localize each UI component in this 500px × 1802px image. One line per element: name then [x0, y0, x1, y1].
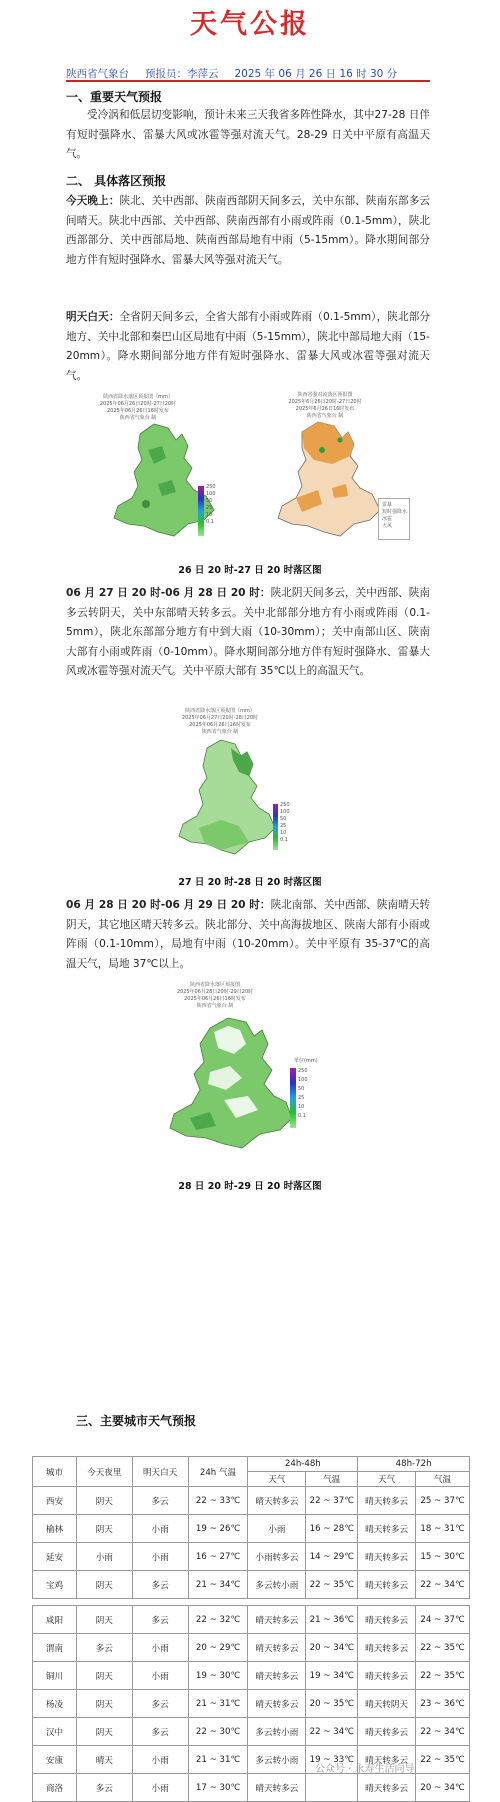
table-cell: 西安 [33, 1487, 77, 1515]
table-cell: 晴天转多云 [358, 1515, 416, 1543]
watermark: 公众号 · 永寿生活向导 [315, 1764, 415, 1775]
table-cell: 阴天 [76, 1662, 132, 1690]
table-cell: 16 ~ 28℃ [306, 1515, 358, 1543]
table-cell: 多云 [132, 1571, 188, 1599]
table-cell: 小雨 [132, 1515, 188, 1543]
table-cell: 21 ~ 34℃ [188, 1571, 248, 1599]
section-heading-2: 二、 具体落区预报 [66, 174, 167, 188]
table-cell: 晴天转多云 [358, 1487, 416, 1515]
table-cell: 19 ~ 34℃ [306, 1662, 358, 1690]
table-row [33, 1690, 470, 1718]
table-cell: 汉中 [33, 1718, 77, 1746]
table-cell: 19 ~ 30℃ [188, 1662, 248, 1690]
table-cell: 多云 [132, 1690, 188, 1718]
table-cell: 小雨 [248, 1515, 306, 1543]
table-cell: 18 ~ 31℃ [416, 1515, 470, 1543]
table-row [33, 1515, 470, 1543]
table-row [33, 1606, 470, 1634]
table-cell: 晴天转多云 [248, 1487, 306, 1515]
table-cell: 24 ~ 37℃ [416, 1606, 470, 1634]
col-tonight: 今天夜里 [76, 1457, 132, 1487]
precipitation-map-3 [150, 982, 340, 1170]
precipitation-map-2 [165, 708, 315, 868]
tomorrow-label: 明天白天： [66, 311, 120, 323]
map-1-2-caption: 26 日 20 时-27 日 20 时落区图 [178, 565, 322, 576]
table-cell: 晴天转多云 [358, 1543, 416, 1571]
header-rule [66, 80, 430, 82]
section-heading-3: 三、主要城市天气预报 [76, 1414, 197, 1428]
table-cell: 阴天 [76, 1515, 132, 1543]
period-3-text: 陕北南部、关中西部、陕南晴天转阴天，其它地区晴天转多云。陕北部分、关中高海拔地区、陕南大部有小雨或阵雨（0.1-10mm），局地有中雨（10-20mm）。关中平原有 35-37℃的高温天气，局地 37℃以上。 [66, 899, 431, 970]
map-2-caption: 陕西省强对流落区预报图 2025年6月26日20时-27日20时 2025年6月26日16时发布 陕西省气象台 制 [288, 392, 362, 419]
table-cell: 多云转小雨 [248, 1571, 306, 1599]
table-cell: 21 ~ 36℃ [306, 1606, 358, 1634]
table-cell: 21 ~ 31℃ [188, 1746, 248, 1774]
table-row [33, 1774, 470, 1802]
table-row [33, 1571, 470, 1599]
table-cell: 多云 [132, 1487, 188, 1515]
table-cell: 多云 [76, 1774, 132, 1802]
period-3-label: 06 月 28 日 20 时-06 月 29 日 20 时： [66, 899, 271, 911]
period-3-forecast [66, 896, 430, 974]
table-cell: 多云 [132, 1718, 188, 1746]
tonight-text: 陕北、关中西部、陕南西部阴天间多云，关中东部、陕南东部多云间晴天。陕北中西部、关中西部、陕南西部有小雨或阵雨（0.1-5mm），陕北西部部分、关中西部局地、陕南西部局地有中雨（5-15mm）。降水期间部分地方伴有短时强降水、雷暴大风等强对流天气。 [66, 195, 430, 266]
col-24-48h: 24h-48h [248, 1457, 358, 1472]
table-cell: 小雨 [132, 1662, 188, 1690]
table-cell: 20 ~ 29℃ [188, 1634, 248, 1662]
table-cell: 多云转小雨 [248, 1746, 306, 1774]
table-cell: 阴天 [76, 1718, 132, 1746]
table-cell: 14 ~ 29℃ [306, 1543, 358, 1571]
table-cell: 20 ~ 34℃ [306, 1634, 358, 1662]
table-cell: 晴天转多云 [248, 1662, 306, 1690]
table-cell: 小雨 [132, 1634, 188, 1662]
table-cell: 19 ~ 26℃ [188, 1515, 248, 1543]
issuer: 陕西省气象台 [66, 68, 129, 80]
table-cell: 22 ~ 33℃ [188, 1487, 248, 1515]
page-title: 天气公报 [190, 9, 310, 40]
table-cell: 阴天 [76, 1571, 132, 1599]
table-cell: 多云 [76, 1634, 132, 1662]
forecaster: 预报员：李萍云 [145, 68, 219, 80]
table-cell: 晴天转多云 [358, 1718, 416, 1746]
tomorrow-forecast [66, 308, 430, 386]
table-cell: 晴天转多云 [358, 1634, 416, 1662]
table-row [33, 1662, 470, 1690]
table-cell: 25 ~ 37℃ [416, 1487, 470, 1515]
table-cell: 20 ~ 34℃ [416, 1774, 470, 1802]
table-cell: 阴天 [76, 1690, 132, 1718]
table-cell: 23 ~ 36℃ [416, 1690, 470, 1718]
precipitation-map-1 [88, 394, 258, 554]
table-cell: 22 ~ 32℃ [188, 1606, 248, 1634]
table-cell: 22 ~ 35℃ [416, 1746, 470, 1774]
table-cell: 22 ~ 35℃ [416, 1662, 470, 1690]
table-cell: 咸阳 [33, 1606, 77, 1634]
table-cell: 22 ~ 34℃ [306, 1718, 358, 1746]
map-4-caption: 陕西省降水落区预报图 2025年06月28日20时-29日20时 2025年06月26日16时发布 陕西省气象台 制 [176, 982, 254, 1009]
table-cell: 22 ~ 35℃ [306, 1571, 358, 1599]
table-cell: 小雨 [132, 1774, 188, 1802]
table-cell: 延安 [33, 1543, 77, 1571]
table-cell: 22 ~ 30℃ [188, 1718, 248, 1746]
table-cell: 小雨转多云 [248, 1543, 306, 1571]
issue-time: 2025 年 06 月 26 日 16 时 30 分 [234, 68, 398, 80]
table-row [33, 1634, 470, 1662]
table-row [33, 1487, 470, 1515]
map-4-legend-bar [290, 1068, 296, 1128]
map-4-legend-title: 单位(mm) [294, 1058, 318, 1064]
col-48-72h: 48h-72h [358, 1457, 470, 1472]
table-row [33, 1718, 470, 1746]
subcol-temp: 气温 [416, 1472, 470, 1487]
map-3-legend-bar [273, 804, 278, 850]
table-cell: 多云转小雨 [248, 1718, 306, 1746]
table-cell: 晴天转多云 [248, 1606, 306, 1634]
table-cell: 渭南 [33, 1634, 77, 1662]
table-cell [306, 1774, 358, 1802]
map-1-legend: 250 100 50 25 10 0.1 [206, 484, 216, 525]
table-cell: 晴天转阴天 [358, 1690, 416, 1718]
table-cell: 小雨 [132, 1543, 188, 1571]
table-cell: 多云 [132, 1606, 188, 1634]
map-3-caption-title: 27 日 20 时-28 日 20 时落区图 [178, 877, 322, 888]
period-2-text: 陕北阴天间多云，关中西部、陕南多云转阴天，关中东部晴天转多云。关中北部部分地方有小雨或阵雨（0.1-5mm），陕北东部部分地方有中到大雨（10-30mm）；关中南部山区、陕南大部有小雨或阵雨（0-10mm）。降水期间部分地方伴有短时强降水、雷暴大风或冰雹等强对流天气。关中平原大部有 35℃以上的高温天气。 [66, 587, 431, 677]
tomorrow-text: 全省阴天间多云，全省大部有小雨或阵雨（0.1-5mm），陕北部分地方、关中北部和秦巴山区局地有中雨（5-15mm），陕北中部局地大雨（15-20mm）。降水期间部分地方伴有短时强降水、雷暴大风或冰雹等强对流天气。 [66, 311, 431, 382]
subcol-temp: 气温 [306, 1472, 358, 1487]
table-cell: 晴天转多云 [248, 1774, 306, 1802]
map-2-legend: 雷暴 短时强降水 冰雹 大风 [378, 498, 410, 540]
table-cell: 宝鸡 [33, 1571, 77, 1599]
table-cell: 15 ~ 30℃ [416, 1543, 470, 1571]
table-cell: 阴天 [76, 1487, 132, 1515]
tonight-label: 今天晚上： [66, 195, 120, 207]
city-forecast-table [32, 1456, 470, 1802]
table-cell: 杨凌 [33, 1690, 77, 1718]
table-cell: 21 ~ 31℃ [188, 1690, 248, 1718]
period-2-forecast [66, 584, 430, 682]
subcol-weather: 天气 [358, 1472, 416, 1487]
map-1-legend-bar [198, 486, 204, 536]
map-4-caption-title: 28 日 20 时-29 日 20 时落区图 [178, 1181, 322, 1192]
issuer-line [66, 66, 430, 81]
section-heading-1: 一、重要天气预报 [66, 90, 163, 104]
table-cell: 22 ~ 34℃ [416, 1571, 470, 1599]
col-tomorrow: 明天白天 [132, 1457, 188, 1487]
period-2-label: 06 月 27 日 20 时-06 月 28 日 20 时： [66, 587, 271, 599]
table-gap-row [33, 1599, 470, 1606]
table-row [33, 1543, 470, 1571]
table-cell: 晴天转多云 [358, 1746, 416, 1774]
col-24h-temp: 24h 气温 [188, 1457, 248, 1487]
table-cell: 19 ~ 33℃ [306, 1746, 358, 1774]
map-3-caption: 陕西省降水落区预报图（mm） 2025年06月27日20时-28日20时 2025年06月26日16时发布 陕西省气象台 制 [181, 708, 259, 735]
map-3-legend: 250 100 50 25 10 0.1 [280, 802, 290, 843]
table-cell: 铜川 [33, 1662, 77, 1690]
table-cell: 17 ~ 30℃ [188, 1774, 248, 1802]
table-cell: 商洛 [33, 1774, 77, 1802]
table-cell: 22 ~ 34℃ [416, 1718, 470, 1746]
subcol-weather: 天气 [248, 1472, 306, 1487]
table-cell: 小雨 [132, 1746, 188, 1774]
table-cell: 小雨 [76, 1543, 132, 1571]
section-1-text: 受冷涡和低层切变影响，预计未来三天我省多阵性降水，其中27-28 日伴有短时强降水、雷暴大风或冰雹等强对流天气。28-29 日关中平原有高温天气。 [66, 109, 430, 160]
table-cell: 22 ~ 37℃ [306, 1487, 358, 1515]
table-cell: 16 ~ 27℃ [188, 1543, 248, 1571]
table-cell: 20 ~ 35℃ [306, 1690, 358, 1718]
table-cell: 22 ~ 35℃ [416, 1634, 470, 1662]
map-4-legend: 250 100 50 25 10 0.1 [298, 1068, 308, 1119]
table-cell: 晴天转多云 [248, 1634, 306, 1662]
table-cell: 榆林 [33, 1515, 77, 1543]
table-cell: 晴天 [76, 1746, 132, 1774]
table-cell: 晴天转多云 [358, 1774, 416, 1802]
table-cell: 晴天转多云 [358, 1571, 416, 1599]
table-cell: 晴天转多云 [358, 1662, 416, 1690]
col-city: 城市 [33, 1457, 77, 1487]
table-cell: 安康 [33, 1746, 77, 1774]
table-cell: 晴天转多云 [248, 1690, 306, 1718]
table-cell: 阴天 [76, 1606, 132, 1634]
table-cell: 晴天转多云 [358, 1606, 416, 1634]
map-1-caption: 陕西省降水落区预报图（mm） 2025年06月26日20时-27日20时 2025年06月26日16时发布 陕西省气象台 制 [99, 394, 177, 421]
tonight-forecast [66, 192, 430, 270]
convection-map [262, 392, 412, 554]
